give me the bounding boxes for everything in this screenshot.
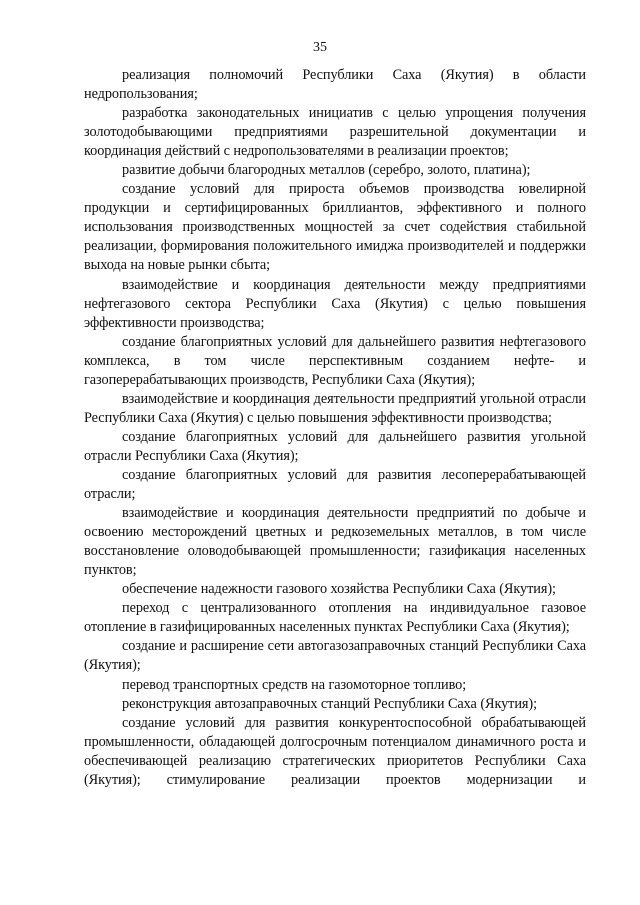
paragraph: взаимодействие и координация деятельности между предприятиями нефтегазового сектора Республики Саха (Якутия) с целью повышения эффективности производства;	[84, 276, 586, 331]
paragraph: создание благоприятных условий для дальнейшего развития нефтегазового комплекса, в том числе перспективным созданием нефте- и газоперерабатывающих производств, Республики Саха (Якутия);	[84, 333, 586, 388]
paragraph: перевод транспортных средств на газомоторное топливо;	[122, 676, 467, 693]
paragraph: реконструкция автозаправочных станций Республики Саха (Якутия);	[122, 695, 537, 712]
document-body	[84, 66, 586, 790]
paragraph: взаимодействие и координация деятельности предприятий угольной отрасли Республики Саха (Якутия) с целью повышения эффективности производства;	[84, 390, 586, 426]
paragraph: создание условий для прироста объемов производства ювелирной продукции и сертифицированных бриллиантов, эффективного и полного использования производственных мощностей за счет содействия стабильной реализации, формирования положительного имиджа производителей и поддержки выхода на новые рынки сбыта;	[84, 181, 586, 274]
paragraph: развитие добычи благородных металлов (серебро, золото, платина);	[122, 162, 531, 179]
paragraph: разработка законодательных инициатив с целью упрощения получения золотодобывающими предприятиями разрешительной документации и координация действий с недропользователями в реализации проектов;	[84, 105, 586, 160]
paragraph: обеспечение надежности газового хозяйства Республики Саха (Якутия);	[122, 581, 556, 598]
paragraph: создание и расширение сети автогазозаправочных станций Республики Саха (Якутия);	[84, 638, 586, 674]
paragraph: создание благоприятных условий для развития лесоперерабатывающей отрасли;	[84, 466, 586, 503]
paragraph: реализация полномочий Республики Саха (Якутия) в области недропользования;	[84, 67, 586, 103]
paragraph: создание условий для развития конкурентоспособной обрабатывающей промышленности, обладающей долгосрочным потенциалом динамичного роста и обеспечивающей реализацию стратегических приоритетов Республики Саха (Якутия); стимулирование реализации проектов модернизации и	[84, 714, 586, 788]
paragraph: переход с централизованного отопления на индивидуальное газовое отопление в газифицированных населенных пунктах Республики Саха (Якутия);	[84, 600, 586, 636]
paragraph: взаимодействие и координация деятельности предприятий по добыче и освоению месторождений цветных и редкоземельных металлов, в том числе восстановление оловодобывающей промышленности; газификация населенных пунктов;	[84, 505, 586, 579]
page-number: 35	[313, 40, 327, 55]
paragraph: создание благоприятных условий для дальнейшего развития угольной отрасли Республики Саха (Якутия);	[84, 428, 586, 464]
